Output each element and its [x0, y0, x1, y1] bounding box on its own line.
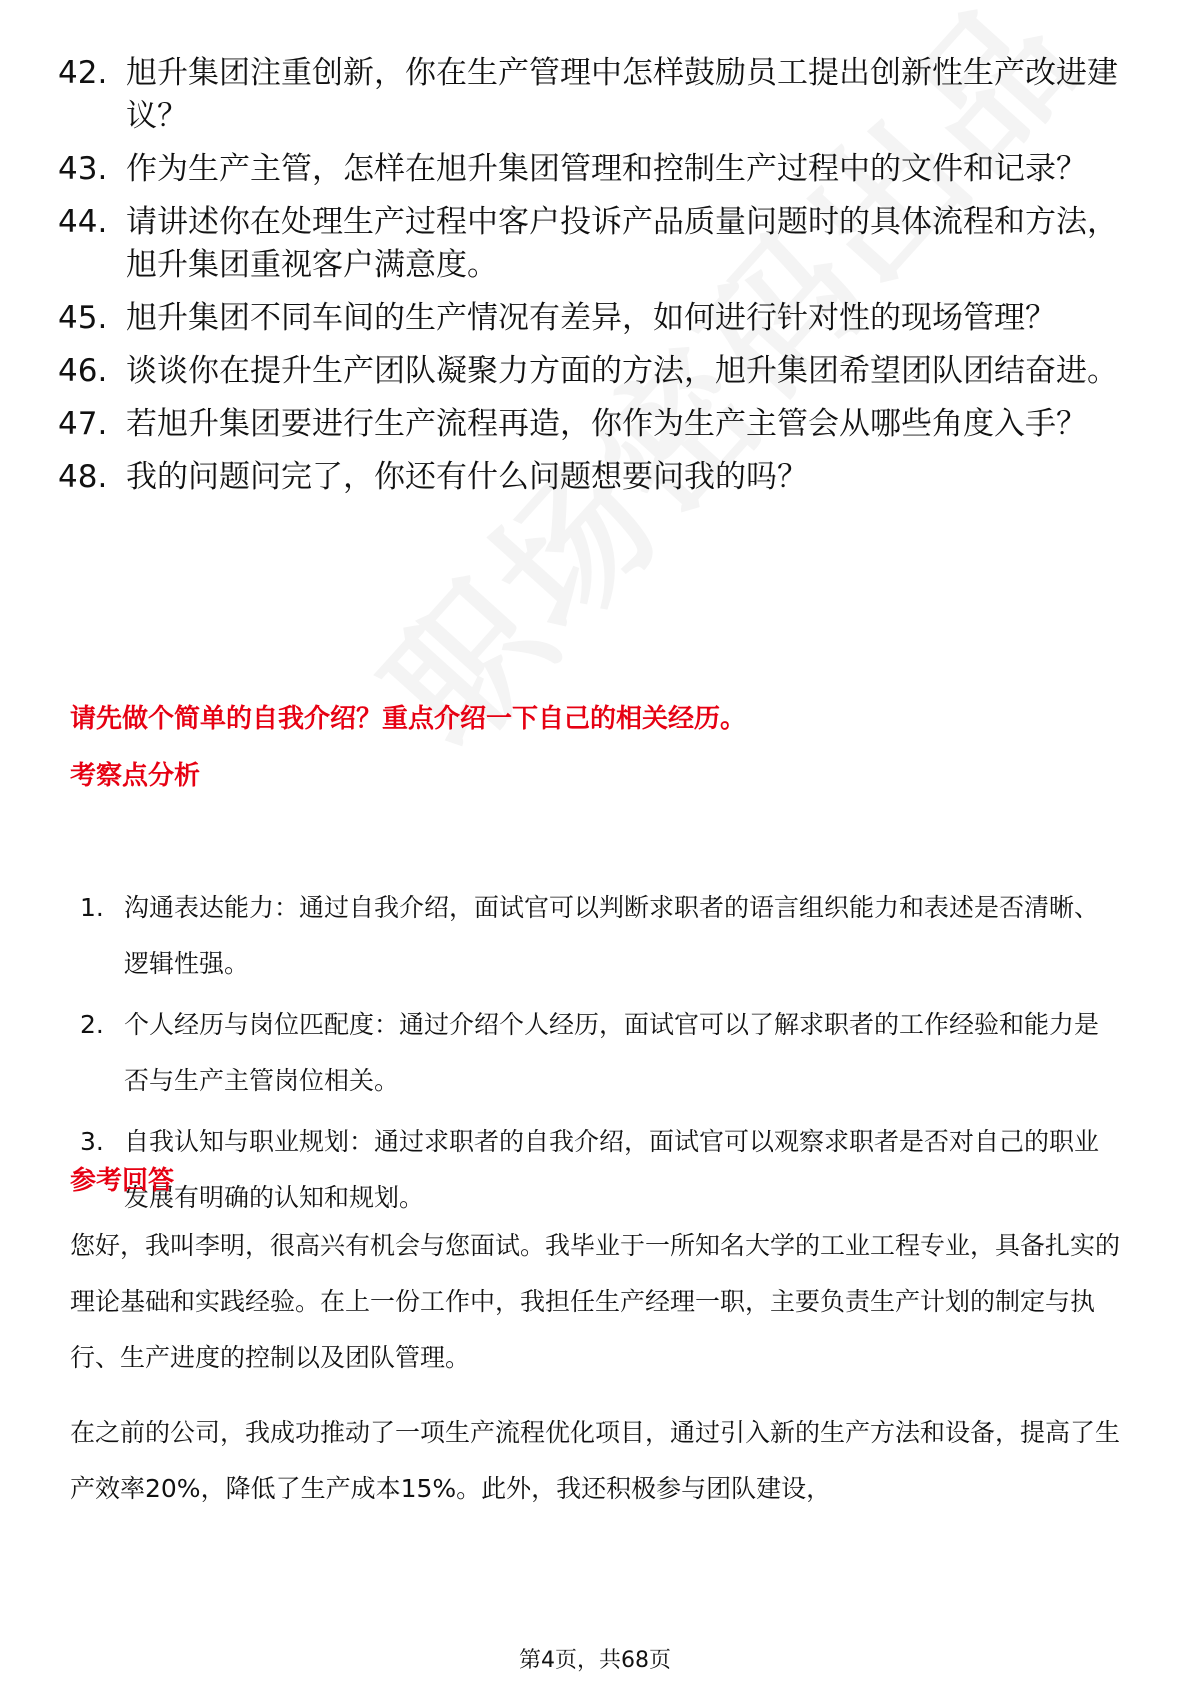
question-text: 谈谈你在提升生产团队凝聚力方面的方法，旭升集团希望团队团结奋进。	[126, 353, 1118, 389]
analysis-text: 沟通表达能力：通过自我介绍，面试官可以判断求职者的语言组织能力和表述是否清晰、逻辑性强。	[124, 893, 1100, 978]
analysis-item	[80, 997, 1120, 1109]
question-number: 42.	[58, 55, 108, 91]
question-number: 48.	[58, 459, 108, 495]
question-item	[58, 297, 1128, 340]
analysis-item	[80, 880, 1120, 992]
analysis-list	[80, 880, 1120, 1231]
analysis-text: 个人经历与岗位匹配度：通过介绍个人经历，面试官可以了解求职者的工作经验和能力是否与生产主管岗位相关。	[124, 1010, 1100, 1095]
question-number: 45.	[58, 300, 108, 336]
question-text: 请讲述你在处理生产过程中客户投诉产品质量问题时的具体流程和方法，旭升集团重视客户满意度。	[126, 204, 1118, 283]
question-number: 46.	[58, 353, 108, 389]
question-item	[58, 350, 1128, 393]
page-footer: 第4页，共68页	[519, 1648, 671, 1673]
answer-heading: 参考回答	[70, 1166, 175, 1196]
question-item	[58, 456, 1128, 499]
analysis-number: 1.	[80, 893, 104, 922]
question-item	[58, 201, 1128, 287]
question-item	[58, 403, 1128, 446]
question-text: 作为生产主管，怎样在旭升集团管理和控制生产过程中的文件和记录？	[126, 151, 1087, 187]
analysis-text: 自我认知与职业规划：通过求职者的自我介绍，面试官可以观察求职者是否对自己的职业发展有明确的认知和规划。	[124, 1127, 1100, 1212]
question-text: 若旭升集团要进行生产流程再造，你作为生产主管会从哪些角度入手？	[126, 406, 1087, 442]
question-number: 47.	[58, 406, 108, 442]
analysis-item	[80, 1114, 1120, 1226]
interview-question-heading: 请先做个简单的自我介绍？重点介绍一下自己的相关经历。	[70, 704, 747, 734]
analysis-number: 2.	[80, 1010, 104, 1039]
question-number: 44.	[58, 204, 108, 240]
answer-paragraph: 在之前的公司，我成功推动了一项生产流程优化项目，通过引入新的生产方法和设备，提高了生产效率20%，降低了生产成本15%。此外，我还积极参与团队建设，	[70, 1418, 1121, 1503]
question-text: 我的问题问完了，你还有什么问题想要问我的吗？	[126, 459, 808, 495]
question-text: 旭升集团注重创新，你在生产管理中怎样鼓励员工提出创新性生产改进建议？	[126, 55, 1118, 134]
question-list	[58, 52, 1128, 509]
question-item	[58, 52, 1128, 138]
answer-paragraph: 您好，我叫李明，很高兴有机会与您面试。我毕业于一所知名大学的工业工程专业，具备扎实的理论基础和实践经验。在上一份工作中，我担任生产经理一职，主要负责生产计划的制定与执行、生产进度的控制以及团队管理。	[70, 1231, 1121, 1372]
analysis-number: 3.	[80, 1127, 104, 1156]
question-number: 43.	[58, 151, 108, 187]
question-text: 旭升集团不同车间的生产情况有差异，如何进行针对性的现场管理？	[126, 300, 1056, 336]
analysis-heading: 考察点分析	[70, 761, 201, 791]
question-item	[58, 148, 1128, 191]
